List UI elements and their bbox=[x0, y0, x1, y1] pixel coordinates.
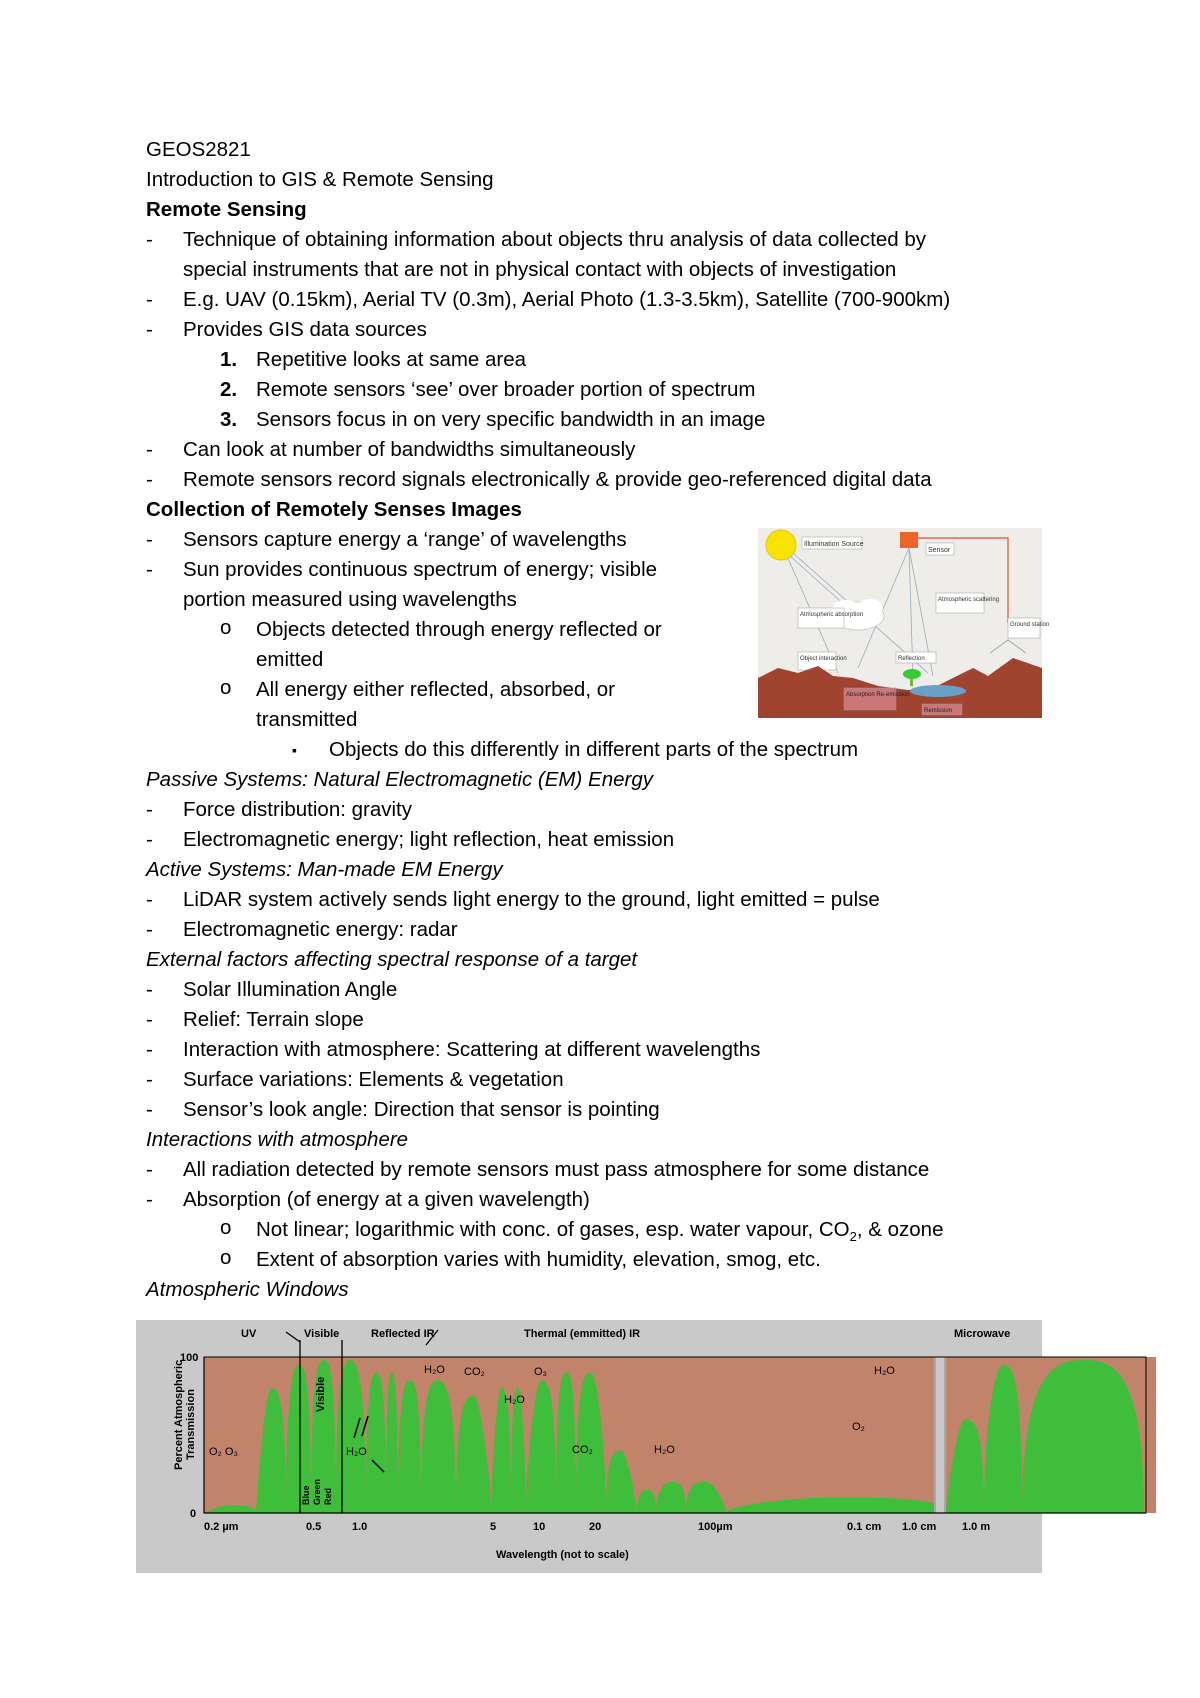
absorber-label: H₂O bbox=[874, 1365, 895, 1377]
col-sub-2-cont: transmitted bbox=[256, 708, 358, 731]
col-subsub-1: Objects do this differently in different parts of the spectrum bbox=[329, 738, 859, 761]
external-bullet-1: Solar Illumination Angle bbox=[183, 978, 398, 1001]
col-bullet-2-cont: portion measured using wavelengths bbox=[183, 588, 517, 611]
heading-passive: Passive Systems: Natural Electromagnetic (EM) Energy bbox=[146, 768, 653, 791]
subscript-2: 2 bbox=[849, 1229, 857, 1245]
reflection-label: Reflection bbox=[898, 656, 925, 662]
rs-bullet-4: Can look at number of bandwidths simultaneously bbox=[183, 438, 636, 461]
rs-bullet-2: E.g. UAV (0.15km), Aerial TV (0.3m), Aerial Photo (1.3-3.5km), Satellite (700-900km) bbox=[183, 288, 951, 311]
dash-bullet: - bbox=[146, 1158, 153, 1181]
col-bullet-2: Sun provides continuous spectrum of energy; visible bbox=[183, 558, 658, 581]
course-title: Introduction to GIS & Remote Sensing bbox=[146, 168, 494, 191]
sensor-label: Sensor bbox=[928, 547, 951, 554]
blue-label: Blue bbox=[301, 1485, 311, 1505]
dash-bullet: - bbox=[146, 438, 153, 461]
interactions-sub-1-text: Not linear; logarithmic with conc. of gases, esp. water vapour, CO bbox=[256, 1218, 850, 1241]
water-body bbox=[910, 685, 966, 697]
sensor-icon bbox=[900, 532, 918, 548]
rs-bullet-1-cont: special instruments that are not in physical contact with objects of investigation bbox=[183, 258, 897, 281]
dash-bullet: - bbox=[146, 798, 153, 821]
dash-bullet: - bbox=[146, 978, 153, 1001]
dash-bullet: - bbox=[146, 468, 153, 491]
absorber-label: CO₂ bbox=[464, 1366, 485, 1378]
interactions-sub-1 bbox=[256, 1215, 944, 1245]
atm-absorption-label: Atmospheric absorption bbox=[800, 612, 864, 618]
x-tick: 20 bbox=[589, 1521, 602, 1533]
y-tick-100: 100 bbox=[180, 1352, 199, 1364]
col-sub-1: Objects detected through energy reflected or bbox=[256, 618, 662, 641]
x-tick: 10 bbox=[533, 1521, 546, 1533]
remote-sensing-diagram bbox=[758, 528, 1050, 718]
circle-bullet: o bbox=[220, 1216, 232, 1239]
x-tick: 1.0 cm bbox=[902, 1521, 937, 1533]
region-thermal-ir: Thermal (emmitted) IR bbox=[524, 1328, 641, 1340]
x-axis-label: Wavelength (not to scale) bbox=[496, 1549, 629, 1561]
x-tick: 0.5 bbox=[306, 1521, 322, 1533]
list-number: 1. bbox=[220, 348, 238, 371]
external-bullet-4: Surface variations: Elements & vegetation bbox=[183, 1068, 564, 1091]
dash-bullet: - bbox=[146, 1038, 153, 1061]
course-code: GEOS2821 bbox=[146, 138, 251, 161]
atm-scattering-label: Atmospheric scattering bbox=[938, 597, 1000, 603]
rs-bullet-5: Remote sensors record signals electronically & provide geo-referenced digital data bbox=[183, 468, 932, 491]
heading-collection: Collection of Remotely Senses Images bbox=[146, 498, 522, 521]
region-visible: Visible bbox=[304, 1328, 340, 1340]
active-bullet-2: Electromagnetic energy: radar bbox=[183, 918, 458, 941]
heading-external: External factors affecting spectral response of a target bbox=[146, 948, 638, 971]
object-interaction-label: Object interaction bbox=[800, 656, 847, 662]
absorber-label: O₂ bbox=[852, 1421, 865, 1433]
heading-active: Active Systems: Man-made EM Energy bbox=[146, 858, 503, 881]
red-label: Red bbox=[323, 1487, 333, 1505]
absorber-label: H₂O bbox=[654, 1444, 675, 1456]
dash-bullet: - bbox=[146, 828, 153, 851]
rs-numbered-3: Sensors focus in on very specific bandwidth in an image bbox=[256, 408, 766, 431]
dash-bullet: - bbox=[146, 1098, 153, 1121]
heading-interactions: Interactions with atmosphere bbox=[146, 1128, 409, 1151]
external-bullet-2: Relief: Terrain slope bbox=[183, 1008, 364, 1031]
list-number: 2. bbox=[220, 378, 238, 401]
interactions-sub-2: Extent of absorption varies with humidity, elevation, smog, etc. bbox=[256, 1248, 821, 1271]
x-tick: 5 bbox=[490, 1521, 497, 1533]
absorber-label: O₃ bbox=[534, 1366, 548, 1378]
region-reflected-ir: Reflected IR bbox=[371, 1328, 435, 1340]
rs-numbered-1: Repetitive looks at same area bbox=[256, 348, 527, 371]
circle-bullet: o bbox=[220, 616, 232, 639]
absorber-label: H₂O bbox=[346, 1446, 367, 1458]
heading-windows: Atmospheric Windows bbox=[146, 1278, 349, 1301]
remission-label: Remission bbox=[924, 708, 953, 714]
axis-break bbox=[934, 1357, 946, 1513]
passive-bullet-1: Force distribution: gravity bbox=[183, 798, 413, 821]
tree-icon bbox=[903, 669, 921, 679]
heading-remote-sensing: Remote Sensing bbox=[146, 198, 307, 221]
col-sub-2: All energy either reflected, absorbed, or bbox=[256, 678, 615, 701]
x-tick: 100µm bbox=[698, 1521, 733, 1533]
rs-bullet-1: Technique of obtaining information about objects thru analysis of data collected by bbox=[183, 228, 927, 251]
x-tick: 1.0 bbox=[352, 1521, 368, 1533]
x-tick: 0.1 cm bbox=[847, 1521, 882, 1533]
square-bullet: ▪ bbox=[292, 742, 297, 758]
x-tick: 0.2 µm bbox=[204, 1521, 239, 1533]
col-sub-1-cont: emitted bbox=[256, 648, 324, 671]
absorber-label: CO₂ bbox=[572, 1444, 593, 1456]
dash-bullet: - bbox=[146, 888, 153, 911]
y-axis-label-2: Transmission bbox=[185, 1389, 197, 1460]
x-tick: 1.0 m bbox=[962, 1521, 991, 1533]
interactions-bullet-1: All radiation detected by remote sensors must pass atmosphere for some distance bbox=[183, 1158, 930, 1181]
region-uv: UV bbox=[241, 1328, 257, 1340]
illumination-label: Illumination Source bbox=[804, 541, 864, 548]
ground-station-label: Ground station bbox=[1010, 622, 1050, 628]
dash-bullet: - bbox=[146, 1188, 153, 1211]
dash-bullet: - bbox=[146, 228, 153, 251]
list-number: 3. bbox=[220, 408, 238, 431]
dash-bullet: - bbox=[146, 918, 153, 941]
interactions-bullet-2: Absorption (of energy at a given wavelength) bbox=[183, 1188, 590, 1211]
dash-bullet: - bbox=[146, 1068, 153, 1091]
rs-numbered-2: Remote sensors ‘see’ over broader portion of spectrum bbox=[256, 378, 756, 401]
circle-bullet: o bbox=[220, 1246, 232, 1269]
circle-bullet: o bbox=[220, 676, 232, 699]
dash-bullet: - bbox=[146, 528, 153, 551]
external-bullet-3: Interaction with atmosphere: Scattering at different wavelengths bbox=[183, 1038, 761, 1061]
sun-icon bbox=[766, 530, 796, 560]
absorber-label: O₂ O₃ bbox=[209, 1446, 238, 1458]
interactions-sub-1-end: , & ozone bbox=[856, 1218, 944, 1241]
dash-bullet: - bbox=[146, 288, 153, 311]
passive-bullet-2: Electromagnetic energy; light reflection, heat emission bbox=[183, 828, 675, 851]
dash-bullet: - bbox=[146, 558, 153, 581]
green-label: Green bbox=[312, 1478, 322, 1505]
region-microwave: Microwave bbox=[954, 1328, 1011, 1340]
dash-bullet: - bbox=[146, 318, 153, 341]
external-bullet-5: Sensor’s look angle: Direction that sensor is pointing bbox=[183, 1098, 660, 1121]
dash-bullet: - bbox=[146, 1008, 153, 1031]
absorber-label: H₂O bbox=[424, 1364, 445, 1376]
absorption-reemission-label: Absorption Re-emission bbox=[846, 692, 910, 698]
visible-vertical-label: Visible bbox=[315, 1376, 327, 1412]
active-bullet-1: LiDAR system actively sends light energy to the ground, light emitted = pulse bbox=[183, 888, 880, 911]
y-tick-0: 0 bbox=[190, 1508, 197, 1520]
y-axis-label-1: Percent Atmospheric bbox=[173, 1359, 185, 1470]
rs-bullet-3: Provides GIS data sources bbox=[183, 318, 427, 341]
col-bullet-1: Sensors capture energy a ‘range’ of wavelengths bbox=[183, 528, 627, 551]
atmospheric-windows-chart bbox=[136, 1320, 1042, 1573]
absorber-label: H₂O bbox=[504, 1394, 525, 1406]
